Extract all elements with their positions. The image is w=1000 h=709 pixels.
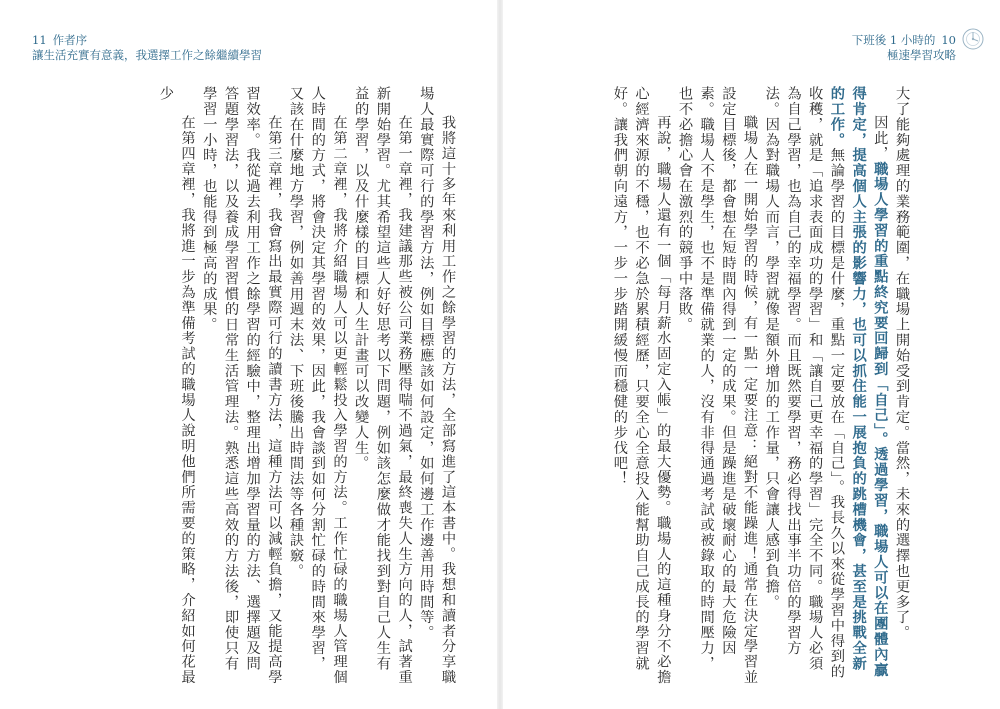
right-paragraph-1: 大了能夠處理的業務範圍，在職場上開始受到肯定。當然，未來的選擇也更多了。 <box>894 86 910 641</box>
left-paragraph-2: 在第一章裡，我建議那些被公司業務壓得喘不過氣，最終喪失人生方向的人，試著重新開始學習。尤其希望這些人好好思考以下問題，例如該怎麼做才能找到對自己人生有益的學習，以及什麼樣的目標和人生計畫可以改變人生。 <box>353 86 413 685</box>
left-page-body <box>68 86 458 686</box>
left-paragraph-4: 在第三章裡，我會寫出最實際可行的讀書方法，這種方法可以減輕負擔，又能提高學習效率。我從過去利用工作之餘學習的經驗中，整理出增加學習量的方法、選擇題及問答題學習法，以及養成學習習慣的日常生活管理法。熟悉這些高效的方法後，即使只有學習一小時，也能得到極高的成果。 <box>201 86 283 685</box>
right-paragraph-3: 職場人在一開始學習的時候，有一點一定要注意：絕對不能躁進！通常在決定學習並設定目標後，都會想在短時間內得到一定的成果。但是躁進是破壞耐心的最大危險因素。職場人不是學生，也不是準備就業的人，沒有非得通過考試或被錄取的時間壓力，也不必擔心會在激烈的競爭中落敗。 <box>676 86 759 685</box>
left-header-subtitle: 讓生活充實有意義，我選擇工作之餘繼續學習 <box>32 48 262 62</box>
clock-ornament-icon <box>960 26 986 52</box>
left-paragraph-3: 在第二章裡，我將介紹職場人可以更輕鬆投入學習的方法。工作忙碌的職場人管理個人時間的方式，將會決定其學習的效果，因此，我會談到如何分割忙碌的時間來學習，又該在什麼地方學習，例如善用週末法、下班後騰出時間法等各種訣竅。 <box>288 86 348 685</box>
left-header-section: 作者序 <box>52 33 88 47</box>
right-page-number: 10 <box>941 33 956 47</box>
right-paragraph-2-rest: 無論學習的目標是什麼，重點一定要放在「自己」。我長久以來從學習中得到的收穫，就是「追求表面成功的學習」和「讓自己更幸福的學習」完全不同。職場人必須為自己學習，也為自己的幸福學習。而且既然要學習，務必得找出事半功倍的學習方法。因為對職場人而言，學習就像是額外增加的工作量，只會讓人感到負擔。 <box>763 86 845 680</box>
right-paragraph-4: 再說，職場人還有一個「每月薪水固定入帳」的最大優勢。職場人的這種身分不必擔心經濟來源的不穩，也不必急於累積經歷，只要全心全意投入能幫助自己成長的學習就好。讓我們朝向遠方，一步一步踏開緩慢而穩健的步伐吧！ <box>611 86 672 685</box>
left-page-number: 11 <box>32 33 47 47</box>
right-paragraph-2 <box>760 86 890 686</box>
left-header-line1 <box>32 33 262 48</box>
right-paragraph-2-intro: 因此， <box>872 114 889 161</box>
right-header-book-title: 下班後 1 小時的 <box>851 33 936 47</box>
right-page-header <box>852 33 956 63</box>
left-paragraph-5: 在第四章裡，我將進一步為準備考試的職場人說明他們所需要的策略，介紹如何花最少 <box>157 86 196 685</box>
right-header-line1 <box>852 33 956 48</box>
right-page-body <box>574 86 912 686</box>
right-header-subtitle: 極速學習攻略 <box>887 48 956 62</box>
book-gutter <box>497 0 503 709</box>
left-paragraph-1: 我將這十多年來利用工作之餘學習的方法，全部寫進了這本書中。我想和讀者分享職場人最實際可行的學習方法，例如目標應該如何設定，如何邊工作邊善用時間等。 <box>418 86 456 685</box>
highlighted-statement: 職場人學習的重點終究要回歸到「自己」。透過學習，職場人可以在團體內贏得肯定，提高個人主張的影響力，也可以抓住能一展抱負的跳槽機會，甚至是挑戰全新的工作。 <box>828 86 889 678</box>
left-page-header <box>32 33 262 63</box>
